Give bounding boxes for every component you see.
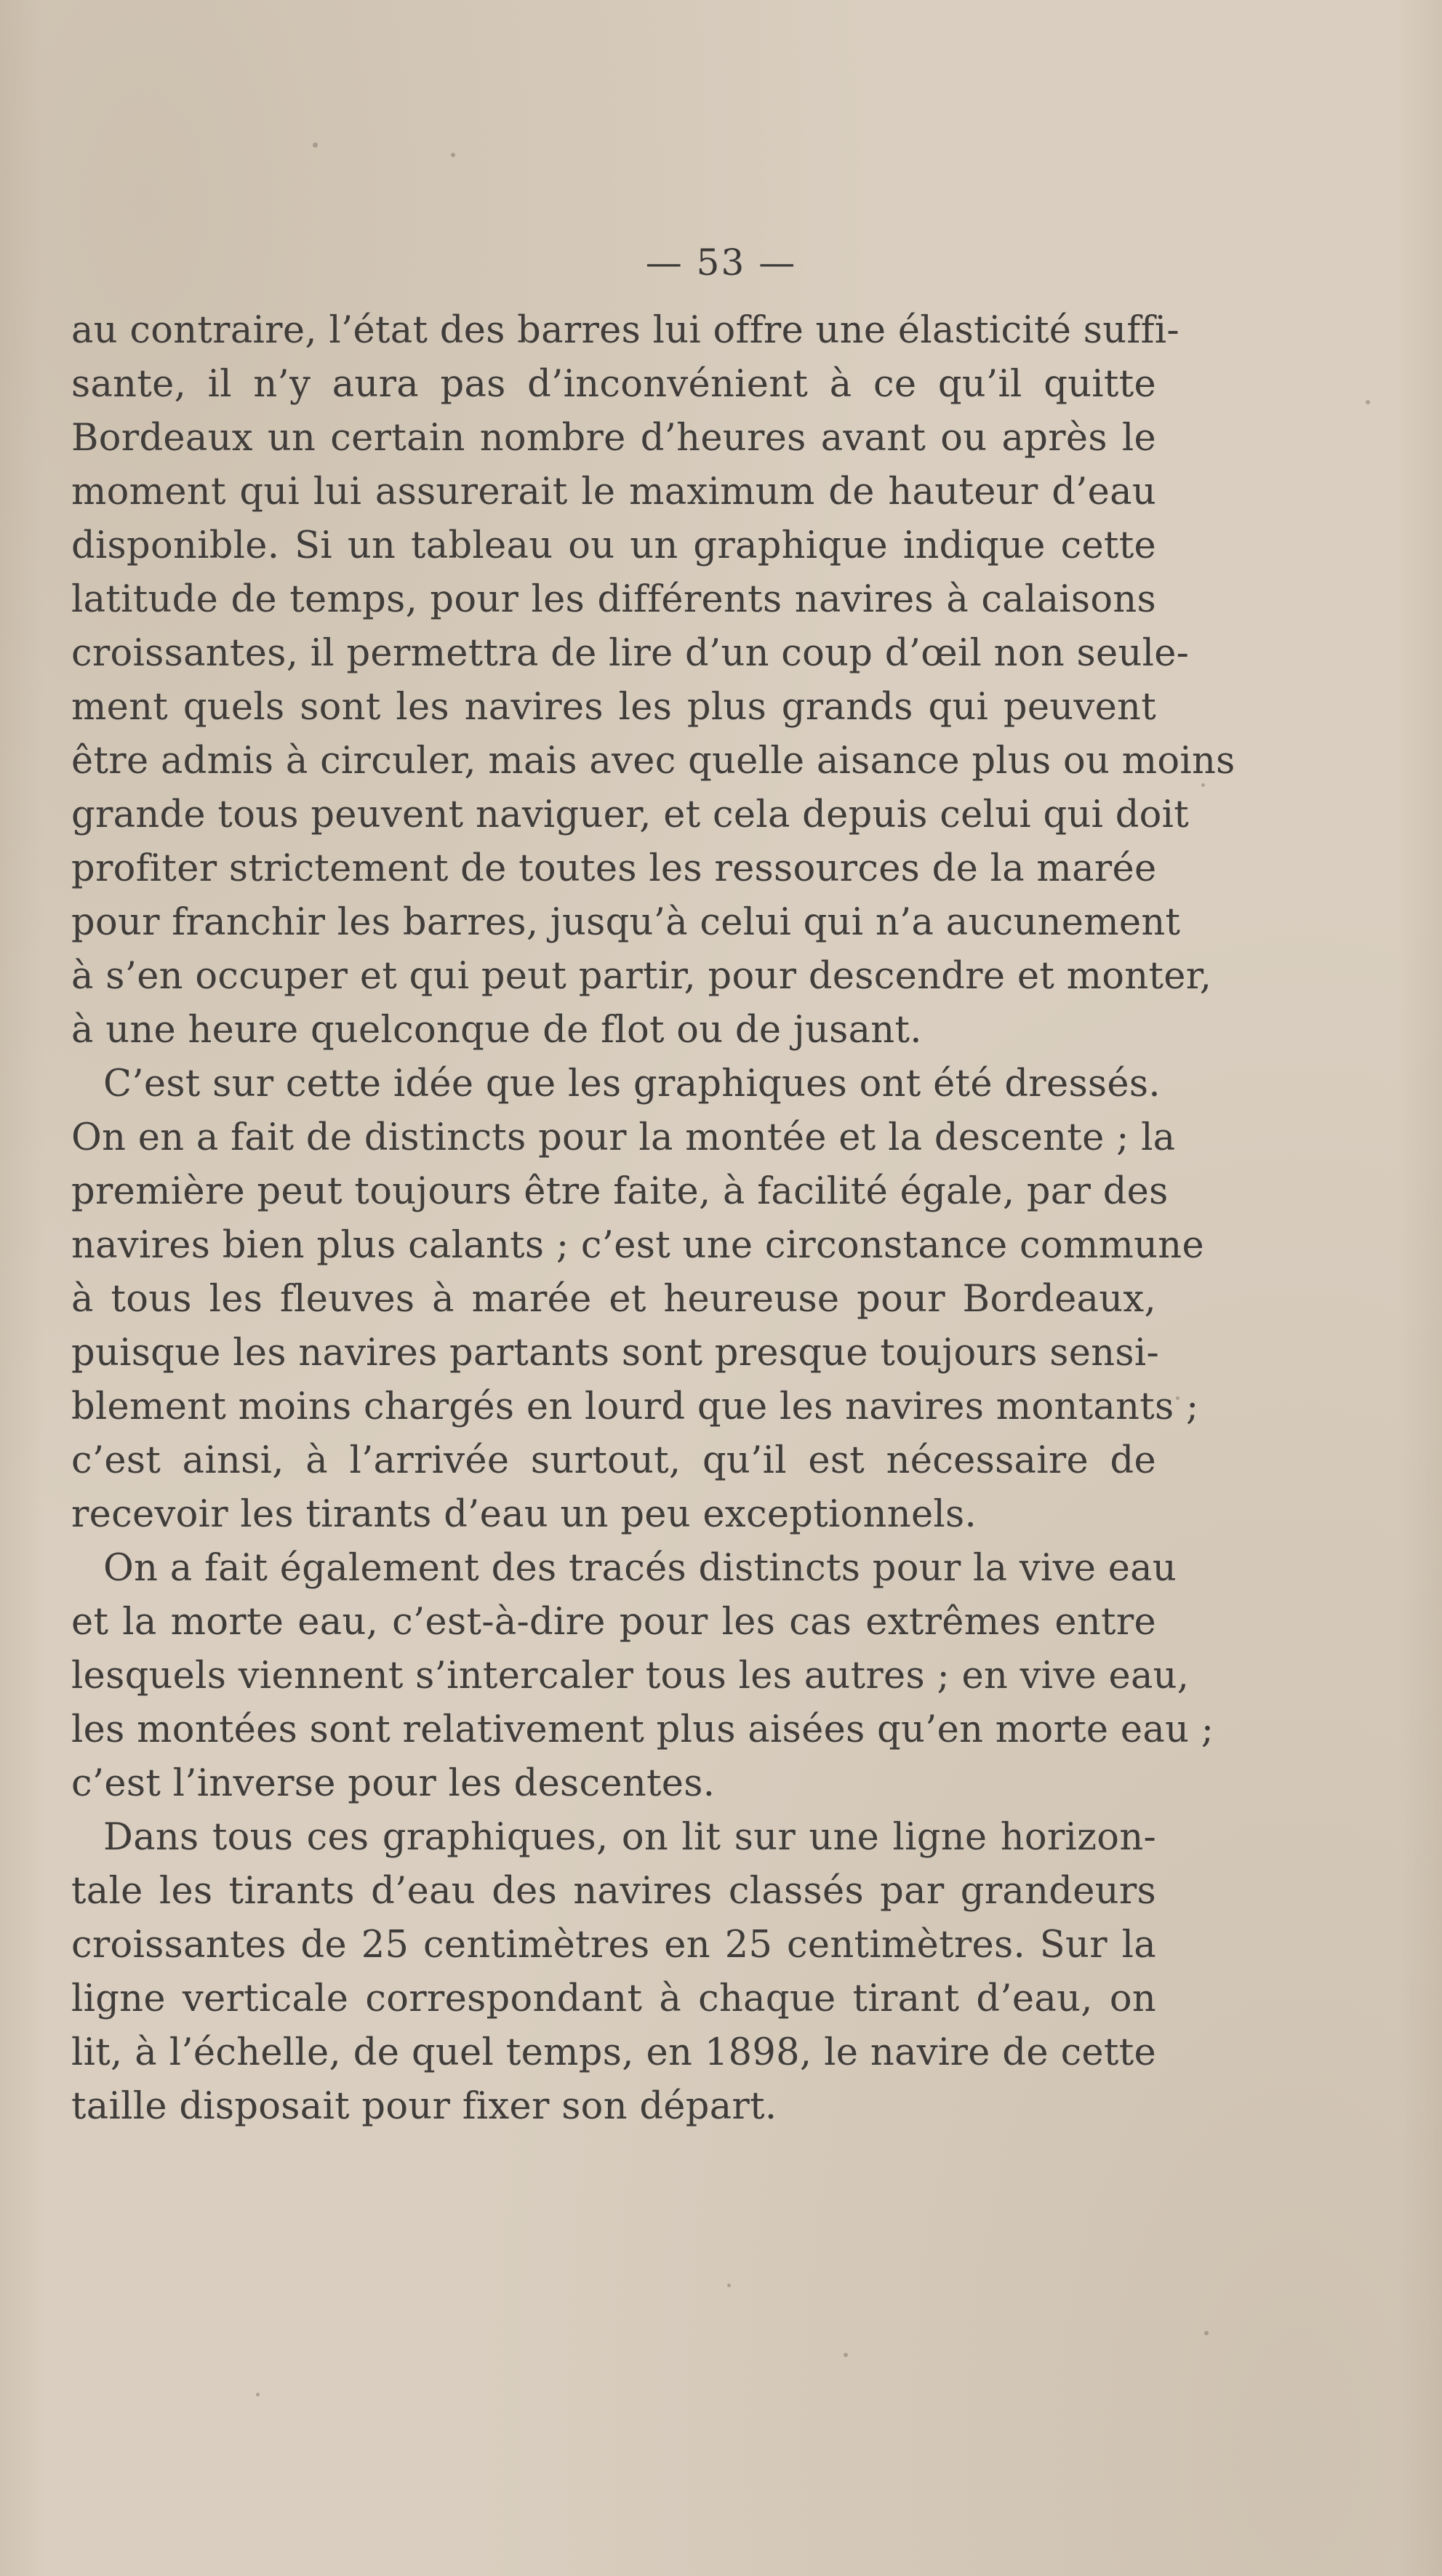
text-line: et la morte eau, c’est-à-dire pour les cas extrêmes entre — [71, 1601, 1156, 1644]
text-line: sante, il n’y aura pas d’inconvénient à ce qu’il quitte — [71, 363, 1156, 406]
paper-speck — [313, 143, 318, 148]
text-line: disponible. Si un tableau ou un graphique indique cette — [71, 524, 1156, 567]
text-line: tale les tirants d’eau des navires classés par grandeurs — [71, 1870, 1156, 1913]
paragraph — [71, 1811, 1156, 2134]
text-line: ligne verticale correspondant à chaque tirant d’eau, on — [71, 1977, 1156, 2020]
page-number: — 53 — — [645, 241, 797, 284]
paper-speck — [727, 2284, 731, 2287]
text-line: c’est l’inverse pour les descentes. — [71, 1762, 716, 1805]
paper-speck — [451, 153, 455, 157]
text-line: C’est sur cette idée que les graphiques ont été dressés. — [103, 1063, 1161, 1105]
text-line: profiter strictement de toutes les ressources de la marée — [71, 847, 1157, 890]
text-line: ment quels sont les navires les plus grands qui peuvent — [71, 686, 1156, 729]
text-line: navires bien plus calants ; c’est une circonstance commune — [71, 1224, 1204, 1267]
paper-speck — [256, 2393, 260, 2396]
paragraph — [71, 1542, 1214, 1811]
paper-speck — [1201, 783, 1205, 787]
text-line: blement moins chargés en lourd que les navires montants ; — [71, 1385, 1199, 1428]
text-line: être admis à circuler, mais avec quelle aisance plus ou moins — [71, 740, 1235, 783]
body-text — [71, 304, 1235, 2134]
text-line: c’est ainsi, à l’arrivée surtout, qu’il est nécessaire de — [71, 1439, 1156, 1482]
text-line: puisque les navires partants sont presque toujours sensi- — [71, 1332, 1159, 1375]
text-line: On en a fait de distincts pour la montée et la descente ; la — [71, 1116, 1176, 1159]
text-line: croissantes de 25 centimètres en 25 centimètres. Sur la — [71, 1924, 1156, 1967]
text-line: latitude de temps, pour les différents navires à calaisons — [71, 578, 1156, 621]
text-line: croissantes, il permettra de lire d’un coup d’œil non seule- — [71, 632, 1190, 675]
text-line: première peut toujours être faite, à facilité égale, par des — [71, 1170, 1169, 1213]
text-line: Bordeaux un certain nombre d’heures avant ou après le — [71, 417, 1156, 460]
text-line: taille disposait pour fixer son départ. — [71, 2085, 777, 2128]
paper-speck — [1176, 1396, 1179, 1400]
text-line: moment qui lui assurerait le maximum de hauteur d’eau — [71, 471, 1156, 513]
paragraph — [71, 1057, 1204, 1542]
text-line: Dans tous ces graphiques, on lit sur une ligne horizon- — [103, 1816, 1156, 1859]
text-line: recevoir les tirants d’eau un peu exceptionnels. — [71, 1493, 977, 1536]
text-line: lit, à l’échelle, de quel temps, en 1898, le navire de cette — [71, 2031, 1156, 2074]
text-line: grande tous peuvent naviguer, et cela depuis celui qui doit — [71, 793, 1190, 836]
text-line: au contraire, l’état des barres lui offre une élasticité suffi- — [71, 309, 1179, 352]
paper-speck — [1204, 2331, 1209, 2335]
text-line: lesquels viennent s’intercaler tous les autres ; en vive eau, — [71, 1655, 1190, 1697]
paragraph — [71, 304, 1235, 1057]
text-line: On a fait également des tracés distincts pour la vive eau — [103, 1547, 1177, 1590]
paper-speck — [1366, 400, 1370, 404]
text-line: à s’en occuper et qui peut partir, pour descendre et monter, — [71, 955, 1212, 998]
text-line: à une heure quelconque de flot ou de jusant. — [71, 1009, 922, 1052]
paper-speck — [844, 2353, 848, 2357]
text-line: pour franchir les barres, jusqu’à celui qui n’a aucunement — [71, 901, 1181, 944]
text-line: à tous les fleuves à marée et heureuse pour Bordeaux, — [71, 1278, 1156, 1321]
text-line: les montées sont relativement plus aisées qu’en morte eau ; — [71, 1708, 1214, 1751]
